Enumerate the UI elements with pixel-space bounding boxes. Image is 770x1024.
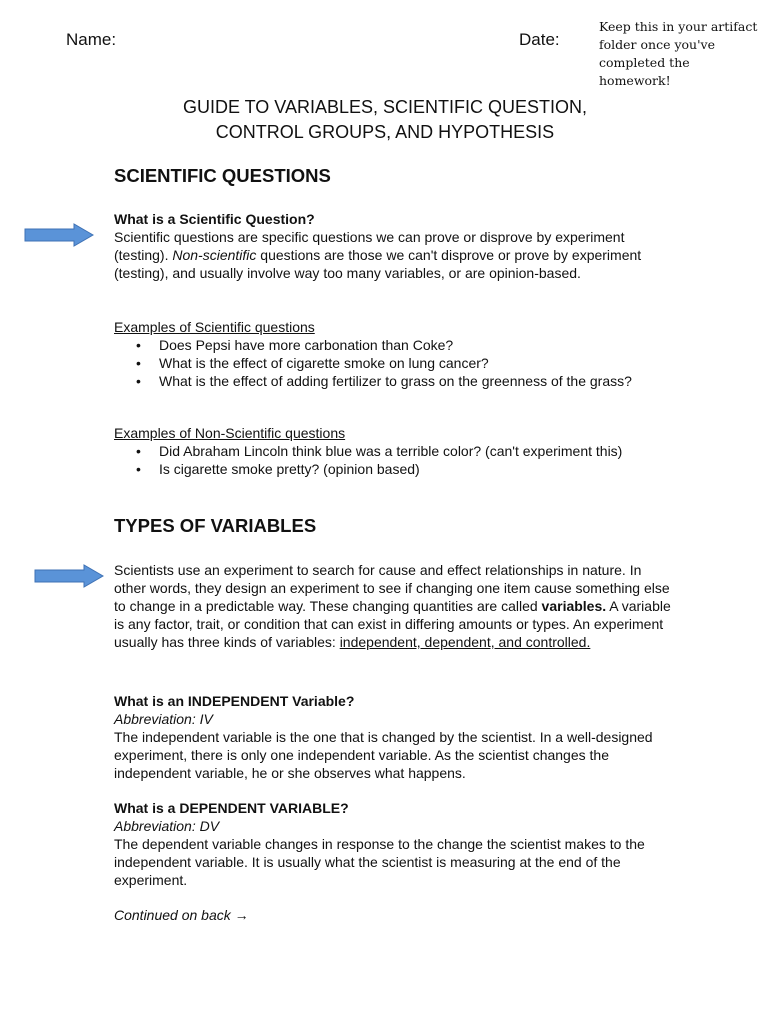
continued-on-back: Continued on back → (114, 907, 249, 923)
examples-list (114, 336, 674, 390)
variables-intro-text (114, 561, 674, 651)
independent-variable-definition: The independent variable is the one that is changed by the scientist. In a well-designed experiment, there is only one independent variable. As the scientist changes the independent variable, he or she observes what happens. (114, 729, 653, 781)
independent-variable-abbreviation: Abbreviation: IV (114, 711, 213, 727)
intro-part: A variable is any factor, trait, or condition that can exist in differing amounts or types. An experiment usually has three kinds of variables: (114, 598, 671, 650)
arrow-right-icon (24, 223, 94, 247)
dependent-variable-abbreviation: Abbreviation: DV (114, 818, 220, 834)
types-of-variables-heading: TYPES OF VARIABLES (114, 515, 317, 536)
examples-heading: Examples of Scientific questions (114, 319, 315, 335)
variable-kinds: independent, dependent, and controlled. (339, 634, 591, 650)
non-scientific-examples (114, 424, 674, 478)
scientific-question-definition (114, 228, 674, 282)
independent-variable-heading: What is an INDEPENDENT Variable? (114, 693, 355, 709)
non-scientific-term: Non-scientific (172, 247, 257, 263)
folder-note: Keep this in your artifact folder once you've completed the homework! (599, 19, 758, 88)
definition-part: questions are those we can't disprove or prove by experiment (testing), and usually involve way too many variables, or are opinion-based. (114, 247, 642, 281)
name-label: Name: (66, 30, 117, 49)
list-item: • Did Abraham Lincoln think blue was a terrible color? (can't experiment this) (114, 442, 674, 460)
dependent-variable-definition: The dependent variable changes in response to the change the scientist makes to the independent variable. It is usually what the scientist is measuring at the end of the experiment. (114, 836, 645, 888)
list-item: • Does Pepsi have more carbonation than Coke? (114, 336, 674, 354)
independent-variable-section (114, 692, 674, 782)
scientific-question-heading: What is a Scientific Question? (114, 211, 315, 227)
dependent-variable-heading: What is a DEPENDENT VARIABLE? (114, 800, 349, 816)
page-title-line-1: GUIDE TO VARIABLES, SCIENTIFIC QUESTION, (182, 97, 588, 117)
variables-term: variables. (541, 598, 607, 614)
date-label: Date: (519, 30, 560, 49)
list-item: • What is the effect of cigarette smoke on lung cancer? (114, 354, 674, 372)
list-item: • What is the effect of adding fertilizer to grass on the greenness of the grass? (114, 372, 674, 390)
non-examples-list (114, 442, 674, 478)
list-item: • Is cigarette smoke pretty? (opinion based) (114, 460, 674, 478)
scientific-questions-heading: SCIENTIFIC QUESTIONS (114, 165, 331, 186)
arrow-right-icon (34, 564, 104, 588)
page-title-line-2: CONTROL GROUPS, AND HYPOTHESIS (215, 122, 555, 142)
variables-intro (114, 561, 674, 651)
intro-part: Scientists use an experiment to search for cause and effect relationships in nature. In other words, they design an experiment to see if changing one item cause something else to change in a predictable way. These changing quantities are called (114, 562, 670, 614)
scientific-examples (114, 318, 674, 390)
scientific-question-section (114, 210, 674, 282)
dependent-variable-section (114, 799, 674, 889)
definition-part: Scientific questions are specific questions we can prove or disprove by experiment (testing). (114, 229, 625, 263)
non-examples-heading: Examples of Non-Scientific questions (114, 425, 346, 441)
